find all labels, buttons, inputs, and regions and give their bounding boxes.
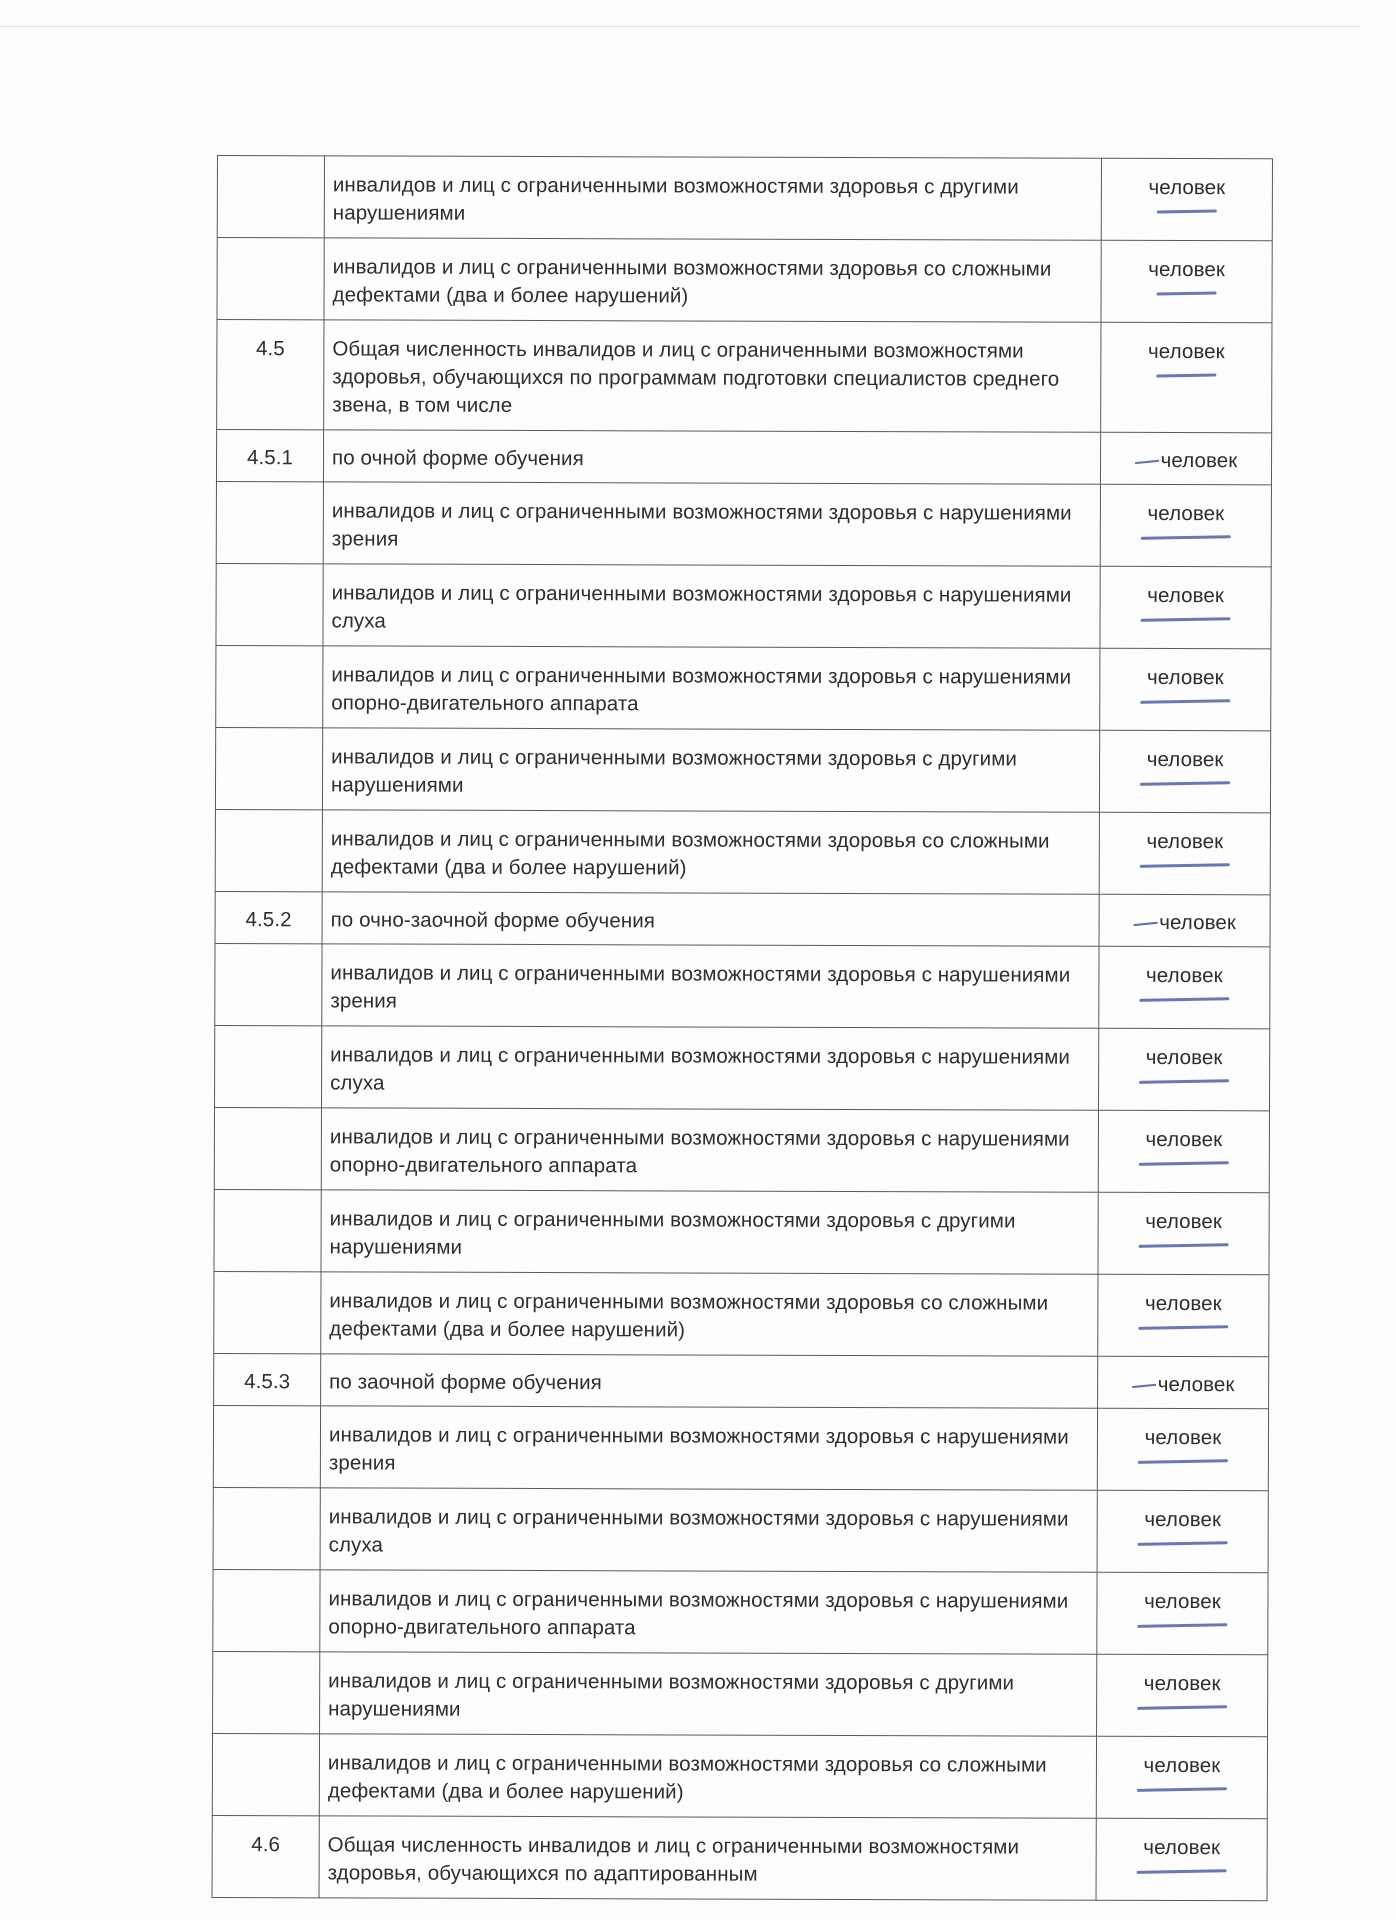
row-unit-cell — [1100, 484, 1271, 567]
row-number — [216, 645, 323, 727]
table-row — [215, 891, 1270, 946]
row-unit: человек — [1143, 1835, 1221, 1860]
row-number — [215, 727, 322, 809]
row-indicator-text: инвалидов и лиц с ограниченными возможностями здоровья со сложными дефектами (два и более нарушений) — [322, 810, 1099, 894]
handwritten-dash-mark — [1132, 1383, 1156, 1387]
table-row — [217, 320, 1272, 433]
row-unit-cell — [1101, 240, 1272, 323]
row-number: 4.5 — [217, 320, 324, 430]
table-row — [215, 1025, 1270, 1110]
row-unit: человек — [1144, 1589, 1221, 1614]
row-unit-cell — [1098, 1274, 1269, 1357]
row-unit-cell — [1098, 1192, 1269, 1275]
row-number — [213, 1487, 320, 1569]
row-unit-cell — [1097, 1654, 1268, 1737]
row-unit: человек — [1145, 1127, 1223, 1152]
handwritten-dash-mark — [1139, 1079, 1229, 1084]
row-unit: человек — [1148, 175, 1226, 200]
row-unit: человек — [1157, 1372, 1235, 1397]
handwritten-dash-mark — [1137, 1705, 1227, 1710]
row-number: 4.6 — [212, 1815, 319, 1897]
row-unit: человек — [1146, 665, 1224, 690]
row-unit: человек — [1146, 829, 1224, 854]
handwritten-dash-mark — [1141, 535, 1231, 540]
row-unit-cell — [1100, 648, 1271, 731]
table-row — [216, 563, 1271, 648]
row-indicator-text: инвалидов и лиц с ограниченными возможностями здоровья с другими нарушениями — [320, 1652, 1097, 1736]
row-unit: человек — [1147, 583, 1225, 608]
row-unit: человек — [1144, 1507, 1222, 1532]
table-row — [214, 1107, 1269, 1192]
handwritten-dash-mark — [1156, 374, 1216, 378]
row-indicator-text: инвалидов и лиц с ограниченными возможностями здоровья с нарушениями опорно-двигательного аппарата — [321, 1108, 1098, 1192]
handwritten-dash-mark — [1138, 1459, 1228, 1464]
row-number — [213, 1405, 320, 1487]
row-indicator-text: инвалидов и лиц с ограниченными возможностями здоровья с нарушениями слуха — [320, 1488, 1097, 1572]
handwritten-dash-mark — [1157, 210, 1217, 214]
table-row — [217, 156, 1272, 241]
row-unit: человек — [1145, 1045, 1223, 1070]
table-row — [215, 809, 1270, 894]
row-indicator-text: инвалидов и лиц с ограниченными возможностями здоровья с другими нарушениями — [324, 156, 1101, 240]
handwritten-dash-mark — [1138, 1541, 1228, 1546]
row-indicator-text: инвалидов и лиц с ограниченными возможностями здоровья со сложными дефектами (два и более нарушений) — [324, 238, 1101, 322]
handwritten-dash-mark — [1140, 781, 1230, 786]
indicator-table — [212, 155, 1273, 1901]
handwritten-dash-mark — [1135, 459, 1159, 463]
table-row — [217, 238, 1272, 323]
row-indicator-text: инвалидов и лиц с ограниченными возможностями здоровья со сложными дефектами (два и более нарушений) — [321, 1272, 1098, 1356]
row-indicator-text: инвалидов и лиц с ограниченными возможностями здоровья с другими нарушениями — [321, 1190, 1098, 1274]
row-indicator-text: инвалидов и лиц с ограниченными возможностями здоровья с нарушениями слуха — [323, 564, 1100, 648]
row-unit-cell — [1096, 1736, 1267, 1819]
row-unit-cell — [1100, 432, 1271, 485]
table-row — [213, 1569, 1268, 1654]
handwritten-dash-mark — [1141, 617, 1231, 622]
handwritten-dash-mark — [1133, 921, 1157, 925]
row-unit-cell — [1099, 1028, 1270, 1111]
row-indicator-text: по заочной форме обучения — [321, 1354, 1098, 1408]
row-number — [214, 1271, 321, 1353]
row-unit: человек — [1148, 257, 1226, 282]
row-number — [215, 1025, 322, 1107]
row-indicator-text: инвалидов и лиц с ограниченными возможностями здоровья с нарушениями опорно-двигательного аппарата — [320, 1570, 1097, 1654]
row-unit: человек — [1146, 963, 1223, 988]
row-unit: человек — [1145, 1209, 1223, 1234]
row-number — [213, 1651, 320, 1733]
row-unit: человек — [1147, 339, 1225, 364]
row-number — [213, 1569, 320, 1651]
table-row — [213, 1651, 1268, 1736]
row-unit: человек — [1144, 1425, 1222, 1450]
row-unit-cell — [1100, 566, 1271, 649]
row-indicator-text: инвалидов и лиц с ограниченными возможностями здоровья с нарушениями зрения — [320, 1406, 1097, 1490]
row-unit-cell — [1096, 1818, 1267, 1901]
table-row — [212, 1733, 1267, 1818]
row-number — [217, 238, 324, 320]
table-body — [212, 156, 1272, 1901]
row-number — [216, 481, 323, 563]
handwritten-dash-mark — [1138, 1325, 1228, 1330]
row-unit-cell — [1099, 894, 1270, 947]
row-number: 4.5.1 — [216, 430, 323, 482]
table-row — [213, 1405, 1268, 1490]
row-unit-cell — [1099, 730, 1270, 813]
table-row — [215, 727, 1270, 812]
handwritten-dash-mark — [1140, 699, 1230, 704]
row-unit-cell — [1101, 158, 1272, 241]
row-unit: человек — [1143, 1671, 1221, 1696]
row-unit-cell — [1101, 322, 1272, 433]
row-unit: человек — [1160, 448, 1238, 473]
row-unit-cell — [1097, 1490, 1268, 1573]
row-number — [212, 1733, 319, 1815]
row-indicator-text: инвалидов и лиц с ограниченными возможностями здоровья с другими нарушениями — [322, 728, 1099, 812]
handwritten-dash-mark — [1139, 1243, 1229, 1248]
row-number — [215, 943, 322, 1025]
table-row — [212, 1815, 1267, 1900]
handwritten-dash-mark — [1139, 1161, 1229, 1166]
handwritten-dash-mark — [1140, 863, 1230, 868]
handwritten-dash-mark — [1137, 1623, 1227, 1628]
row-unit-cell — [1099, 812, 1270, 895]
table-row — [214, 1189, 1269, 1274]
row-unit: человек — [1144, 1291, 1222, 1316]
row-unit: человек — [1159, 910, 1236, 935]
table-row — [216, 645, 1271, 730]
row-unit-cell — [1097, 1572, 1268, 1655]
row-unit-cell — [1098, 1110, 1269, 1193]
row-number — [214, 1189, 321, 1271]
row-number: 4.5.3 — [214, 1353, 321, 1405]
row-number — [216, 563, 323, 645]
row-unit: человек — [1143, 1753, 1221, 1778]
row-number — [214, 1107, 321, 1189]
row-unit-cell — [1098, 1356, 1269, 1409]
table-row — [214, 1271, 1269, 1356]
row-number — [217, 156, 324, 238]
table-row — [215, 943, 1270, 1028]
row-unit: человек — [1146, 747, 1224, 772]
row-indicator-text: по очной форме обучения — [323, 430, 1100, 484]
row-number — [215, 809, 322, 891]
row-indicator-text: инвалидов и лиц с ограниченными возможностями здоровья с нарушениями опорно-двигательного аппарата — [323, 646, 1100, 730]
handwritten-dash-mark — [1157, 292, 1217, 296]
row-indicator-text: Общая численность инвалидов и лиц с ограниченными возможностями здоровья, обучающихся по программам подготовки специалистов среднего звена, в том числе — [324, 320, 1101, 432]
table-row — [216, 430, 1271, 485]
row-indicator-text: по очно-заочной форме обучения — [322, 892, 1099, 946]
page-edge-line — [0, 26, 1360, 27]
row-indicator-text: инвалидов и лиц с ограниченными возможностями здоровья с нарушениями зрения — [323, 482, 1100, 566]
handwritten-dash-mark — [1137, 1869, 1227, 1874]
row-unit-cell — [1097, 1408, 1268, 1491]
row-number: 4.5.2 — [215, 891, 322, 943]
table-row — [216, 481, 1271, 566]
table-row — [213, 1487, 1268, 1572]
row-indicator-text: Общая численность инвалидов и лиц с ограниченными возможностями здоровья, обучающихся по адаптированным — [319, 1816, 1096, 1900]
handwritten-dash-mark — [1137, 1787, 1227, 1792]
row-indicator-text: инвалидов и лиц с ограниченными возможностями здоровья с нарушениями зрения — [322, 944, 1099, 1028]
handwritten-dash-mark — [1139, 997, 1229, 1002]
row-indicator-text: инвалидов и лиц с ограниченными возможностями здоровья со сложными дефектами (два и более нарушений) — [319, 1734, 1096, 1818]
row-unit-cell — [1099, 946, 1270, 1029]
row-indicator-text: инвалидов и лиц с ограниченными возможностями здоровья с нарушениями слуха — [322, 1026, 1099, 1110]
row-unit: человек — [1147, 501, 1225, 526]
table-row — [214, 1353, 1269, 1408]
